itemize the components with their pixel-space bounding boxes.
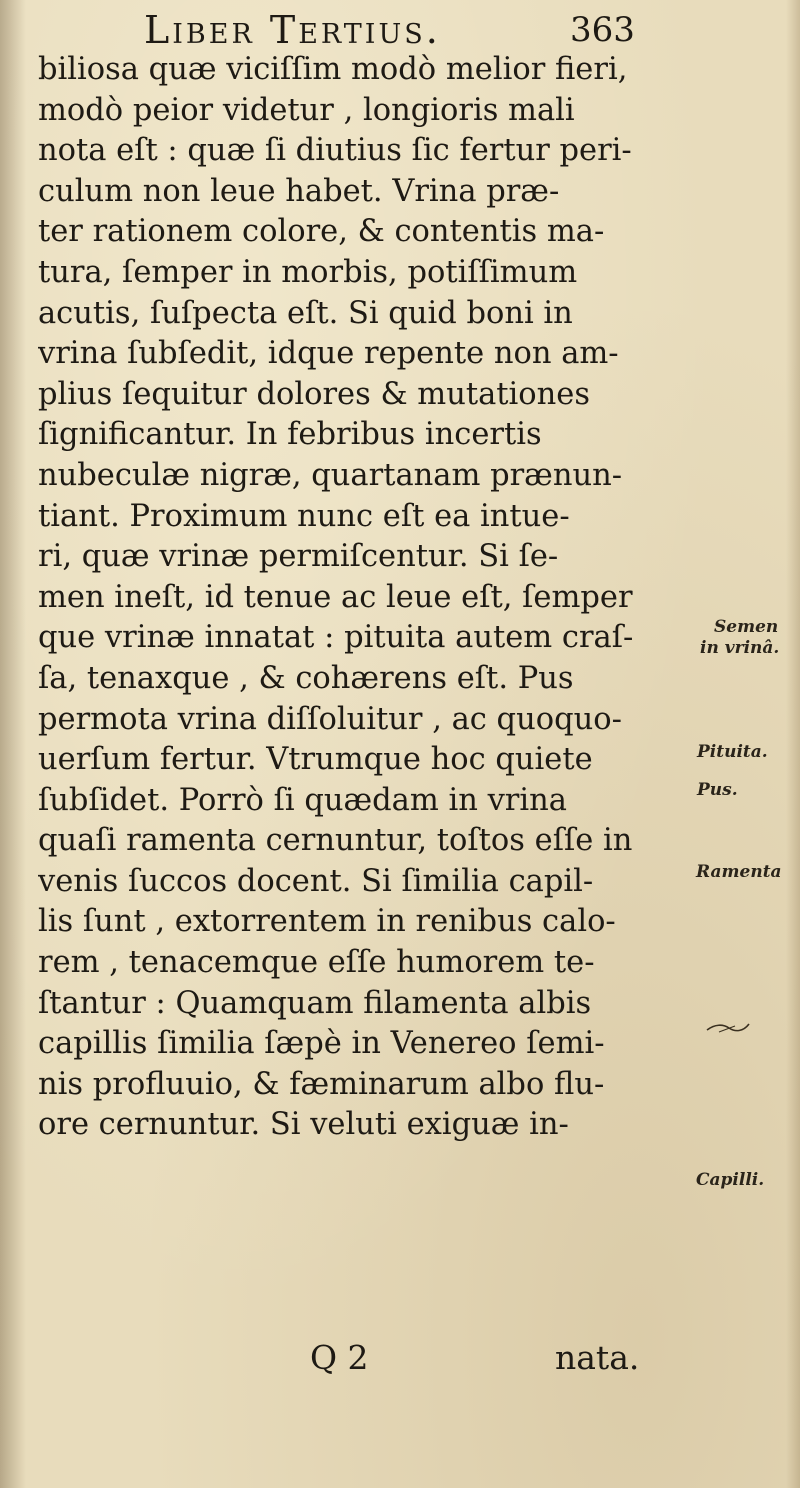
margin-note-semen-in-vrina: in vrinâ.: [700, 638, 780, 658]
margin-note-ramenta: Ramenta: [696, 862, 782, 882]
text-line: ſa, tenaxque , & cohærens eſt. Pus: [38, 660, 574, 696]
catchword: nata.: [555, 1338, 640, 1377]
text-line: ore cernuntur. Si veluti exiguæ in-: [38, 1107, 569, 1143]
text-line: tiant. Proximum nunc eſt ea intue-: [38, 498, 570, 534]
text-line: nota eſt : quæ ſi diutius ſic fertur peri-: [38, 133, 632, 169]
text-line: lis ſunt , extorrentem in renibus calo-: [38, 904, 616, 940]
page-header: [40, 8, 680, 50]
gutter-shadow: [0, 0, 26, 1488]
text-line: acutis, ſuſpecta eſt. Si quid boni in: [38, 295, 573, 331]
text-line: ri, quæ vrinæ permiſcentur. Si ſe-: [38, 539, 559, 575]
margin-note-semen: Semen: [714, 617, 779, 637]
text-line: vrina ſubſedit, idque repente non am-: [38, 336, 619, 372]
text-line: permota vrina diſſoluitur , ac quoquo-: [38, 701, 622, 737]
text-line: ter rationem colore, & contentis ma-: [38, 214, 605, 250]
text-line: que vrinæ innatat : pituita autem craſ-: [38, 620, 634, 656]
text-line: men ineſt, id tenue ac leue eſt, ſemper: [38, 579, 633, 615]
catchline: [0, 1338, 800, 1382]
text-line: nis profluuio, & fæminarum albo flu-: [38, 1066, 605, 1102]
page-number: 363: [570, 10, 635, 50]
text-line: ſtantur : Quamquam filamenta albis: [38, 985, 592, 1021]
margin-note-pus: Pus.: [697, 780, 738, 800]
text-line: culum non leue habet. Vrina præ-: [38, 173, 560, 209]
signature-mark: Q 2: [310, 1338, 369, 1377]
page-edge: [786, 0, 800, 1488]
text-line: rem , tenacemque eſſe humorem te-: [38, 945, 595, 981]
text-line: quaſi ramenta cernuntur, toſtos eſſe in: [38, 823, 633, 859]
margin-note-capilli: Capilli.: [696, 1170, 765, 1190]
text-line: biliosa quæ viciſſim modò melior fieri,: [38, 52, 628, 87]
text-line: uerſum fertur. Vtrumque hoc quiete: [38, 742, 593, 778]
text-line: ſubſidet. Porrò ſi quædam in vrina: [38, 782, 567, 818]
text-line: venis ſuccos docent. Si ſimilia capil-: [38, 863, 594, 899]
body-text: [38, 50, 668, 1146]
margin-note-pituita: Pituita.: [697, 742, 768, 762]
text-line: capillis ſimilia ſæpè in Venereo ſemi-: [38, 1026, 605, 1062]
text-line: plius ſequitur dolores & mutationes: [38, 376, 591, 412]
text-line: ſignificantur. In febribus incertis: [38, 417, 542, 453]
text-line: nubeculæ nigræ, quartanam prænun-: [38, 457, 623, 493]
margin-flourish: [705, 1020, 751, 1036]
running-title: Liber Tertius.: [144, 8, 441, 52]
text-line: tura, ſemper in morbis, potiſſimum: [38, 254, 578, 290]
text-line: modò peior videtur , longioris mali: [38, 92, 575, 128]
